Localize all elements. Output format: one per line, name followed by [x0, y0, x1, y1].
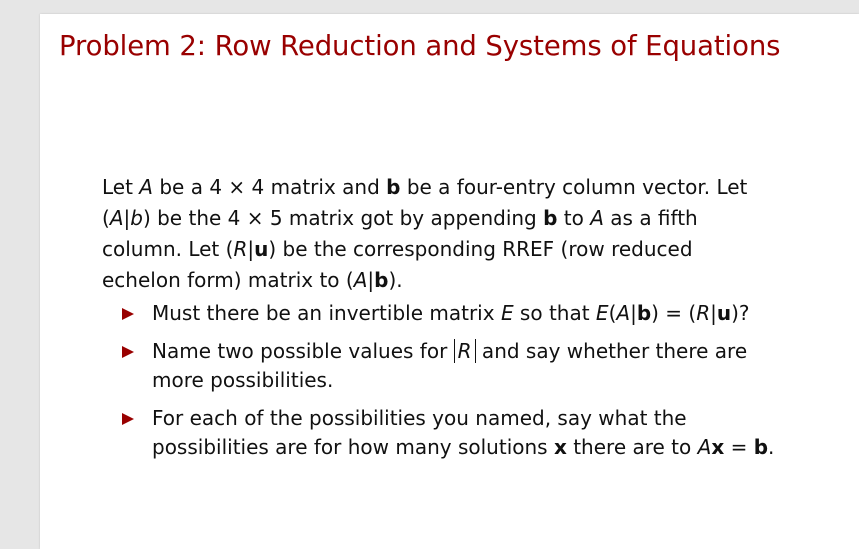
question-item-2: Name two possible values for R and say whether there are more possibilities. — [102, 336, 822, 396]
slide-title: Problem 2: Row Reduction and Systems of Equations — [59, 30, 781, 62]
determinant-r: R — [454, 339, 476, 363]
intro-line-2: (A|b) be the 4 × 5 matrix got by appending b to A as a fifth — [102, 206, 698, 230]
top-frame-strip — [40, 0, 859, 14]
intro-line-1: Let A be a 4 × 4 matrix and b be a four-entry column vector. Let — [102, 175, 748, 199]
bullet-triangle-icon — [122, 413, 134, 425]
slide-body — [102, 172, 822, 470]
slide — [40, 14, 859, 549]
bullet-triangle-icon — [122, 346, 134, 358]
question-item-1: Must there be an invertible matrix E so that E(A|b) = (R|u)? — [102, 298, 822, 329]
bullet-triangle-icon — [122, 308, 134, 320]
intro-paragraph — [102, 172, 822, 296]
question-list — [102, 298, 822, 463]
intro-line-4: echelon form) matrix to (A|b). — [102, 268, 403, 292]
question-item-3: For each of the possibilities you named, say what the possibilities are for how many solutions x there are to Ax = b. — [102, 403, 822, 463]
intro-line-3: column. Let (R|u) be the corresponding RREF (row reduced — [102, 237, 693, 261]
